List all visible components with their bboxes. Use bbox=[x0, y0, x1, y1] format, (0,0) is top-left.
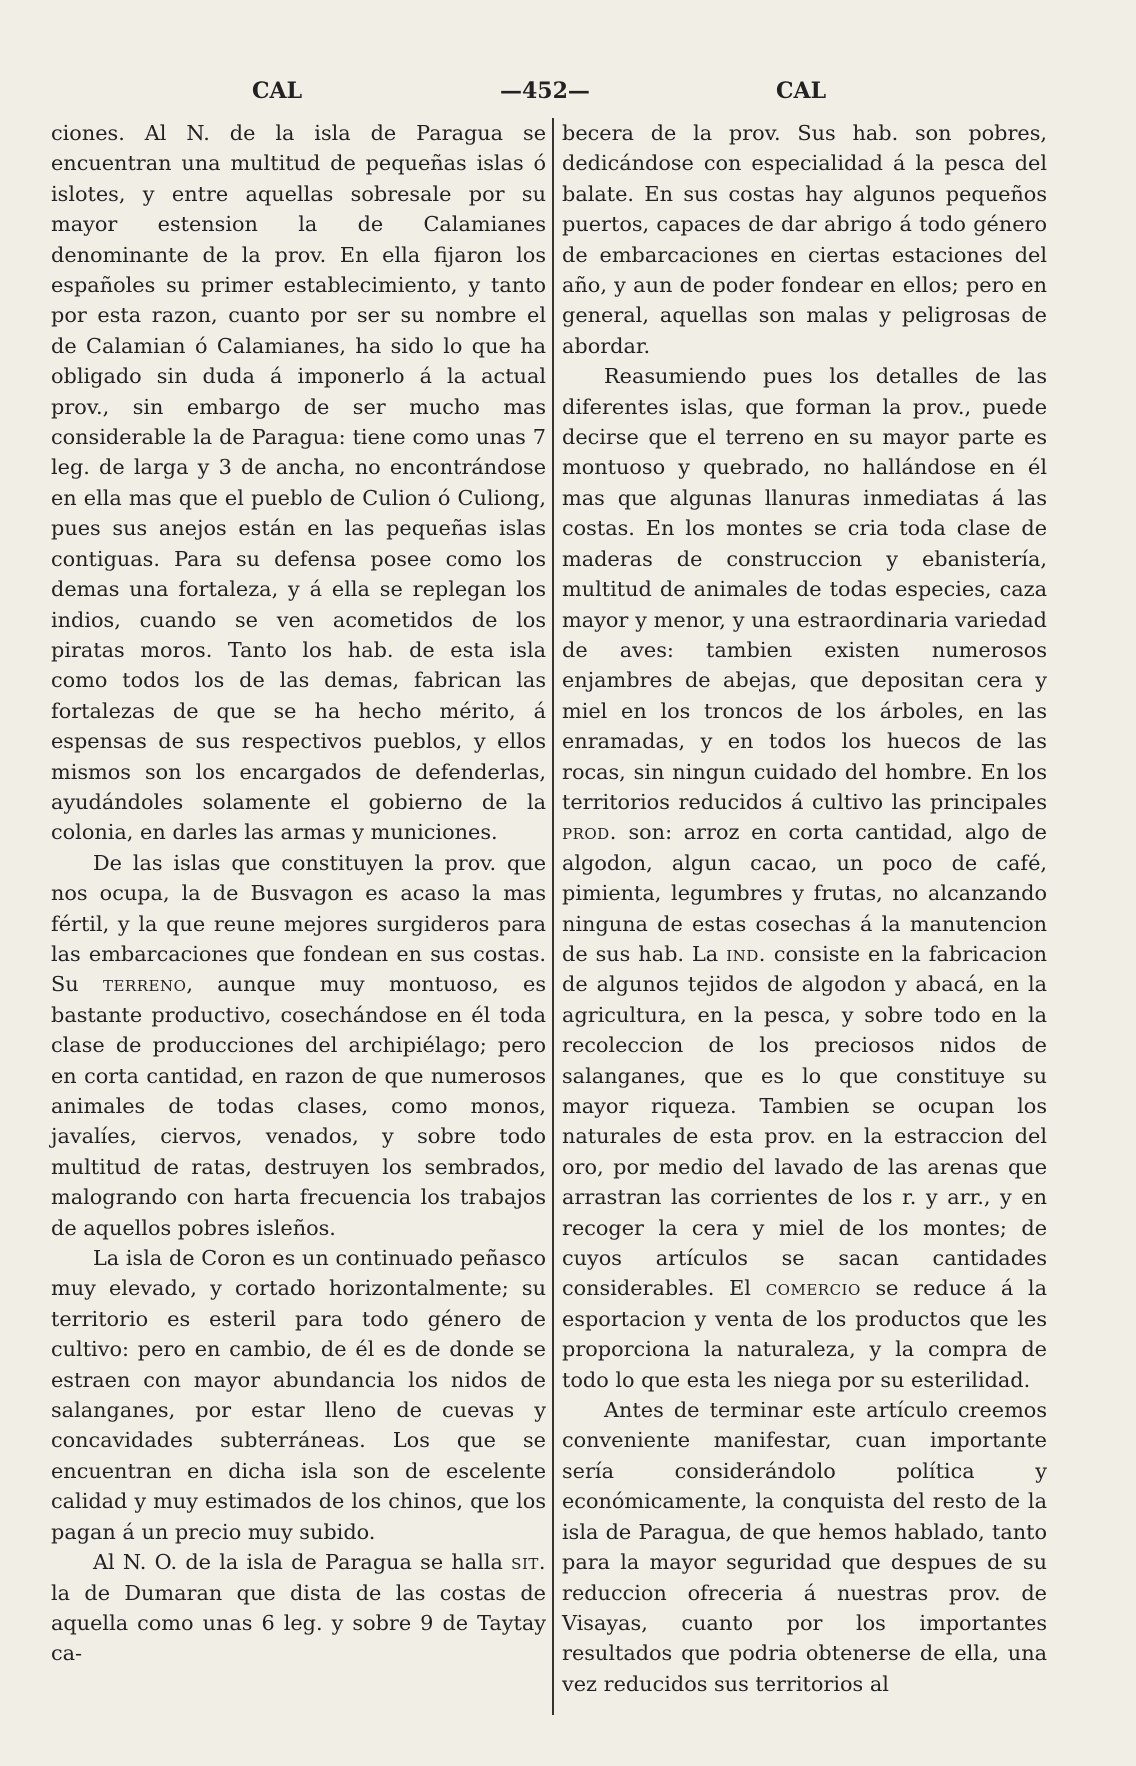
text-run: consiste en la fabricacion de algunos tejidos de algodon y abacá, en la agricultura, en la pesca, y sobre todo en la recoleccion de los preciosos nidos de salanganes, que es lo que constituye su mayor riqueza. Tambien se ocupan los naturales de esta prov. en la estraccion del oro, por medio del lavado de las arenas que arrastran las corrientes de los r. y arr., y en recoger la cera y miel de los montes; de cuyos artículos se sacan cantidades considerables. El bbox=[562, 941, 1048, 1301]
text-run: son: arroz en corta cantidad, algo de algodon, algun cacao, un poco de café, pimienta, legumbres y frutas, no alcanzando ninguna de estas cosechas á la manutencion de sus hab. La bbox=[562, 820, 1047, 966]
running-header bbox=[0, 78, 1136, 114]
small-caps-term: sit. bbox=[511, 1550, 546, 1575]
column-divider bbox=[552, 118, 554, 1715]
small-caps-term: ind. bbox=[726, 941, 766, 966]
header-left: CAL bbox=[252, 78, 303, 104]
paragraph bbox=[51, 848, 546, 1243]
text-run: Reasumiendo pues los detalles de las diferentes islas, que forman la prov., puede decirse que el terreno en su mayor parte es montuoso y quebrado, no hallándose en él mas que algunas llanuras inmediatas á las costas. En los montes se cria toda clase de maderas de construccion y ebanistería, multitud de animales de todas especies, caza mayor y menor, y una estraordinaria variedad de aves: tambien existen numerosos enjambres de abejas, que depositan cera y miel en los troncos de los árboles, en las enramadas, y en todos los huecos de las rocas, sin ningun cuidado del hombre. En los territorios reducidos á cultivo las principales bbox=[562, 364, 1047, 814]
text-run: , aunque muy montuoso, es bastante productivo, cosechándose en él toda clase de producciones del archipiélago; pero en corta cantidad, en razon de que numerosos animales de todas clases, como monos, javalíes, ciervos, venados, y sobre todo multitud de ratas, destruyen los sembrados, malogrando con harta frecuencia los trabajos de aquellos pobres isleños. bbox=[51, 972, 546, 1240]
small-caps-term: prod. bbox=[562, 820, 617, 845]
text-run: De las islas que constituyen la prov. que nos ocupa, la de Busvagon es acaso la mas fértil, y la que reune mejores surgideros para las embarcaciones que fondean en sus costas. Su bbox=[51, 850, 546, 997]
text-run: la de Dumaran que dista de las costas de aquella como unas 6 leg. y sobre 9 de Taytay ca- bbox=[51, 1580, 546, 1666]
small-caps-term: comercio bbox=[765, 1276, 861, 1301]
text-run: se reduce á la esportacion y venta de los productos que les proporciona la naturaleza, y la compra de todo lo que esta les niega por su esterilidad. bbox=[562, 1276, 1047, 1392]
header-right: CAL bbox=[776, 78, 827, 104]
small-caps-term: terreno bbox=[102, 972, 187, 997]
text-run: Al N. O. de la isla de Paragua se halla bbox=[93, 1550, 512, 1575]
paragraph: La isla de Coron es un continuado peñasco muy elevado, y cortado horizontalmente; su territorio es esteril para todo género de cultivo: pero en cambio, de él es de donde se estraen con mayor abundancia los nidos de salanganes, por estar lleno de cuevas y concavidades subterráneas. Los que se encuentran en dicha isla son de escelente calidad y muy estimados de los chinos, que los pagan á un precio muy subido. bbox=[51, 1246, 546, 1544]
left-column bbox=[51, 118, 546, 1669]
paragraph bbox=[562, 361, 1047, 1395]
paragraph: Antes de terminar este artículo creemos conveniente manifestar, cuan importante sería considerándolo política y económicamente, la conquista del resto de la isla de Paragua, de que hemos hablado, tanto para la mayor seguridad que despues de su reduccion ofreceria á nuestras prov. de Visayas, cuanto por los importantes resultados que podria obtenerse de ella, una vez reducidos sus territorios al bbox=[562, 1398, 1047, 1696]
paragraph bbox=[51, 1547, 546, 1669]
paragraph: ciones. Al N. de la isla de Paragua se encuentran una multitud de pequeñas islas ó islotes, y entre aquellas sobresale por su mayor estension la de Calamianes denominante de la prov. En ella fijaron los españoles su primer establecimiento, y tanto por esta razon, cuanto por ser su nombre el de Calamian ó Calamianes, ha sido lo que ha obligado sin duda á imponerlo á la actual prov., sin embargo de ser mucho mas considerable la de Paragua: tiene como unas 7 leg. de larga y 3 de ancha, no encontrándose en ella mas que el pueblo de Culion ó Culiong, pues sus anejos están en las pequeñas islas contiguas. Para su defensa posee como los demas una fortaleza, y á ella se replegan los indios, cuando se ven acometidos de los piratas moros. Tanto los hab. de esta isla como todos los de las demas, fabrican las fortalezas de que se ha hecho mérito, á espensas de sus respectivos pueblos, y ellos mismos son los encargados de defenderlas, ayudándoles solamente el gobierno de la colonia, en darles las armas y municiones. bbox=[51, 121, 546, 845]
paragraph: becera de la prov. Sus hab. son pobres, dedicándose con especialidad á la pesca del balate. En sus costas hay algunos pequeños puertos, capaces de dar abrigo á todo género de embarcaciones en ciertas estaciones del año, y aun de poder fondear en ellos; pero en general, aquellas son malas y peligrosas de abordar. bbox=[562, 121, 1047, 358]
right-column bbox=[562, 118, 1047, 1699]
page-number: —452— bbox=[500, 78, 590, 104]
